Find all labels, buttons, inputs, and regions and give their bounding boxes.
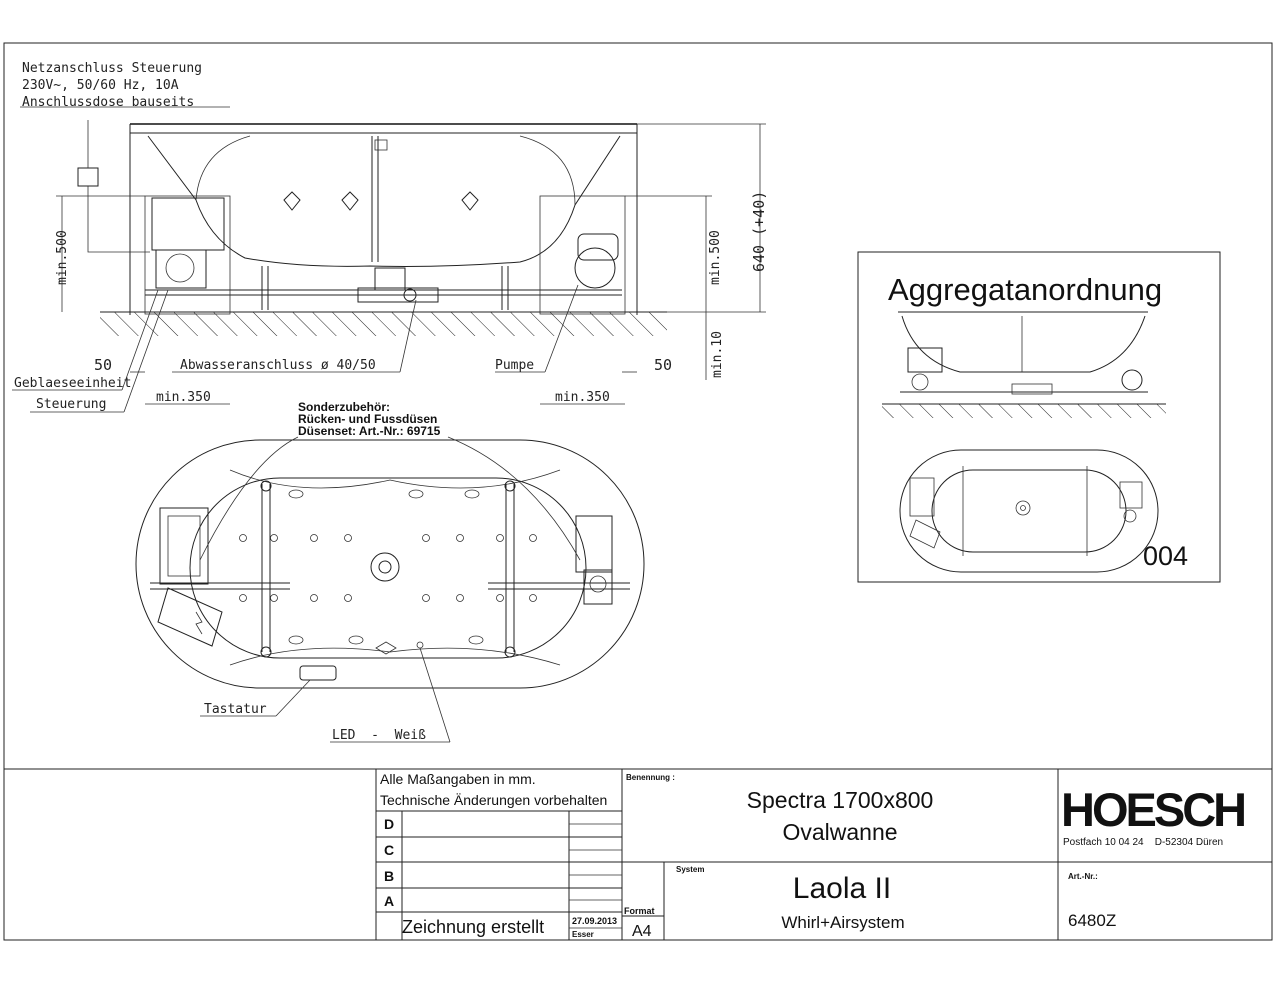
control-label: Steuerung	[36, 397, 107, 412]
designation-line1: Spectra 1700x800	[746, 787, 934, 813]
system-name: Laola II	[792, 872, 892, 905]
plan-view	[136, 437, 644, 742]
dim-min500-right: min.500	[708, 230, 723, 285]
drawing-created-date: 27.09.2013	[572, 916, 618, 926]
dim-min500-left: min.500	[55, 230, 70, 285]
keypad-label: Tastatur	[204, 702, 267, 717]
revision-b: B	[384, 868, 395, 884]
power-supply-label-1: Netzanschluss Steuerung	[22, 61, 203, 76]
company-logo: HOESCH	[1061, 783, 1245, 836]
note-dimensions: Alle Maßangaben in mm.	[380, 771, 536, 787]
accessory-label-2: Rücken- und Fussdüsen	[298, 412, 438, 426]
system-label: System	[676, 865, 705, 874]
article-number: 6480Z	[1068, 911, 1117, 930]
dim-50-right: 50	[654, 356, 673, 374]
drain-label: Abwasseranschluss ø 40/50	[180, 358, 376, 373]
note-changes: Technische Änderungen vorbehalten	[380, 792, 608, 808]
dim-min10: min.10	[710, 331, 725, 378]
dim-min350-left: min.350	[156, 390, 211, 405]
format-value: A4	[632, 923, 652, 940]
blower-label: Geblaeseeinheit	[14, 376, 132, 391]
article-label: Art.-Nr.:	[1068, 872, 1098, 881]
format-label: Format	[624, 906, 655, 916]
pump-label: Pumpe	[495, 358, 535, 373]
drawing-created-label: Zeichnung erstellt	[402, 917, 545, 937]
side-elevation-view	[12, 107, 766, 412]
dim-min350-right: min.350	[555, 390, 610, 405]
designation-label: Benennung :	[626, 773, 675, 782]
accessory-label-1: Sonderzubehör:	[298, 400, 390, 414]
inset-number: 004	[1143, 541, 1189, 571]
led-label: LED - Weiß	[332, 728, 426, 743]
revision-d: D	[384, 816, 395, 832]
system-subtitle: Whirl+Airsystem	[781, 913, 905, 932]
power-supply-label-3: Anschlussdose bauseits	[22, 95, 195, 110]
dim-640: 640 (+40)	[750, 190, 768, 272]
inset-title: Aggregatanordnung	[888, 272, 1163, 307]
drawing-created-by: Esser	[572, 930, 594, 939]
dim-50-left: 50	[94, 356, 113, 374]
revision-a: A	[384, 893, 395, 909]
designation-line2: Ovalwanne	[782, 819, 898, 845]
power-supply-label-2: 230V~, 50/60 Hz, 10A	[22, 78, 179, 93]
company-address: Postfach 10 04 24 D-52304 Düren	[1063, 837, 1224, 848]
accessory-label-3: Düsenset: Art.-Nr.: 69715	[298, 424, 441, 438]
revision-c: C	[384, 842, 395, 858]
